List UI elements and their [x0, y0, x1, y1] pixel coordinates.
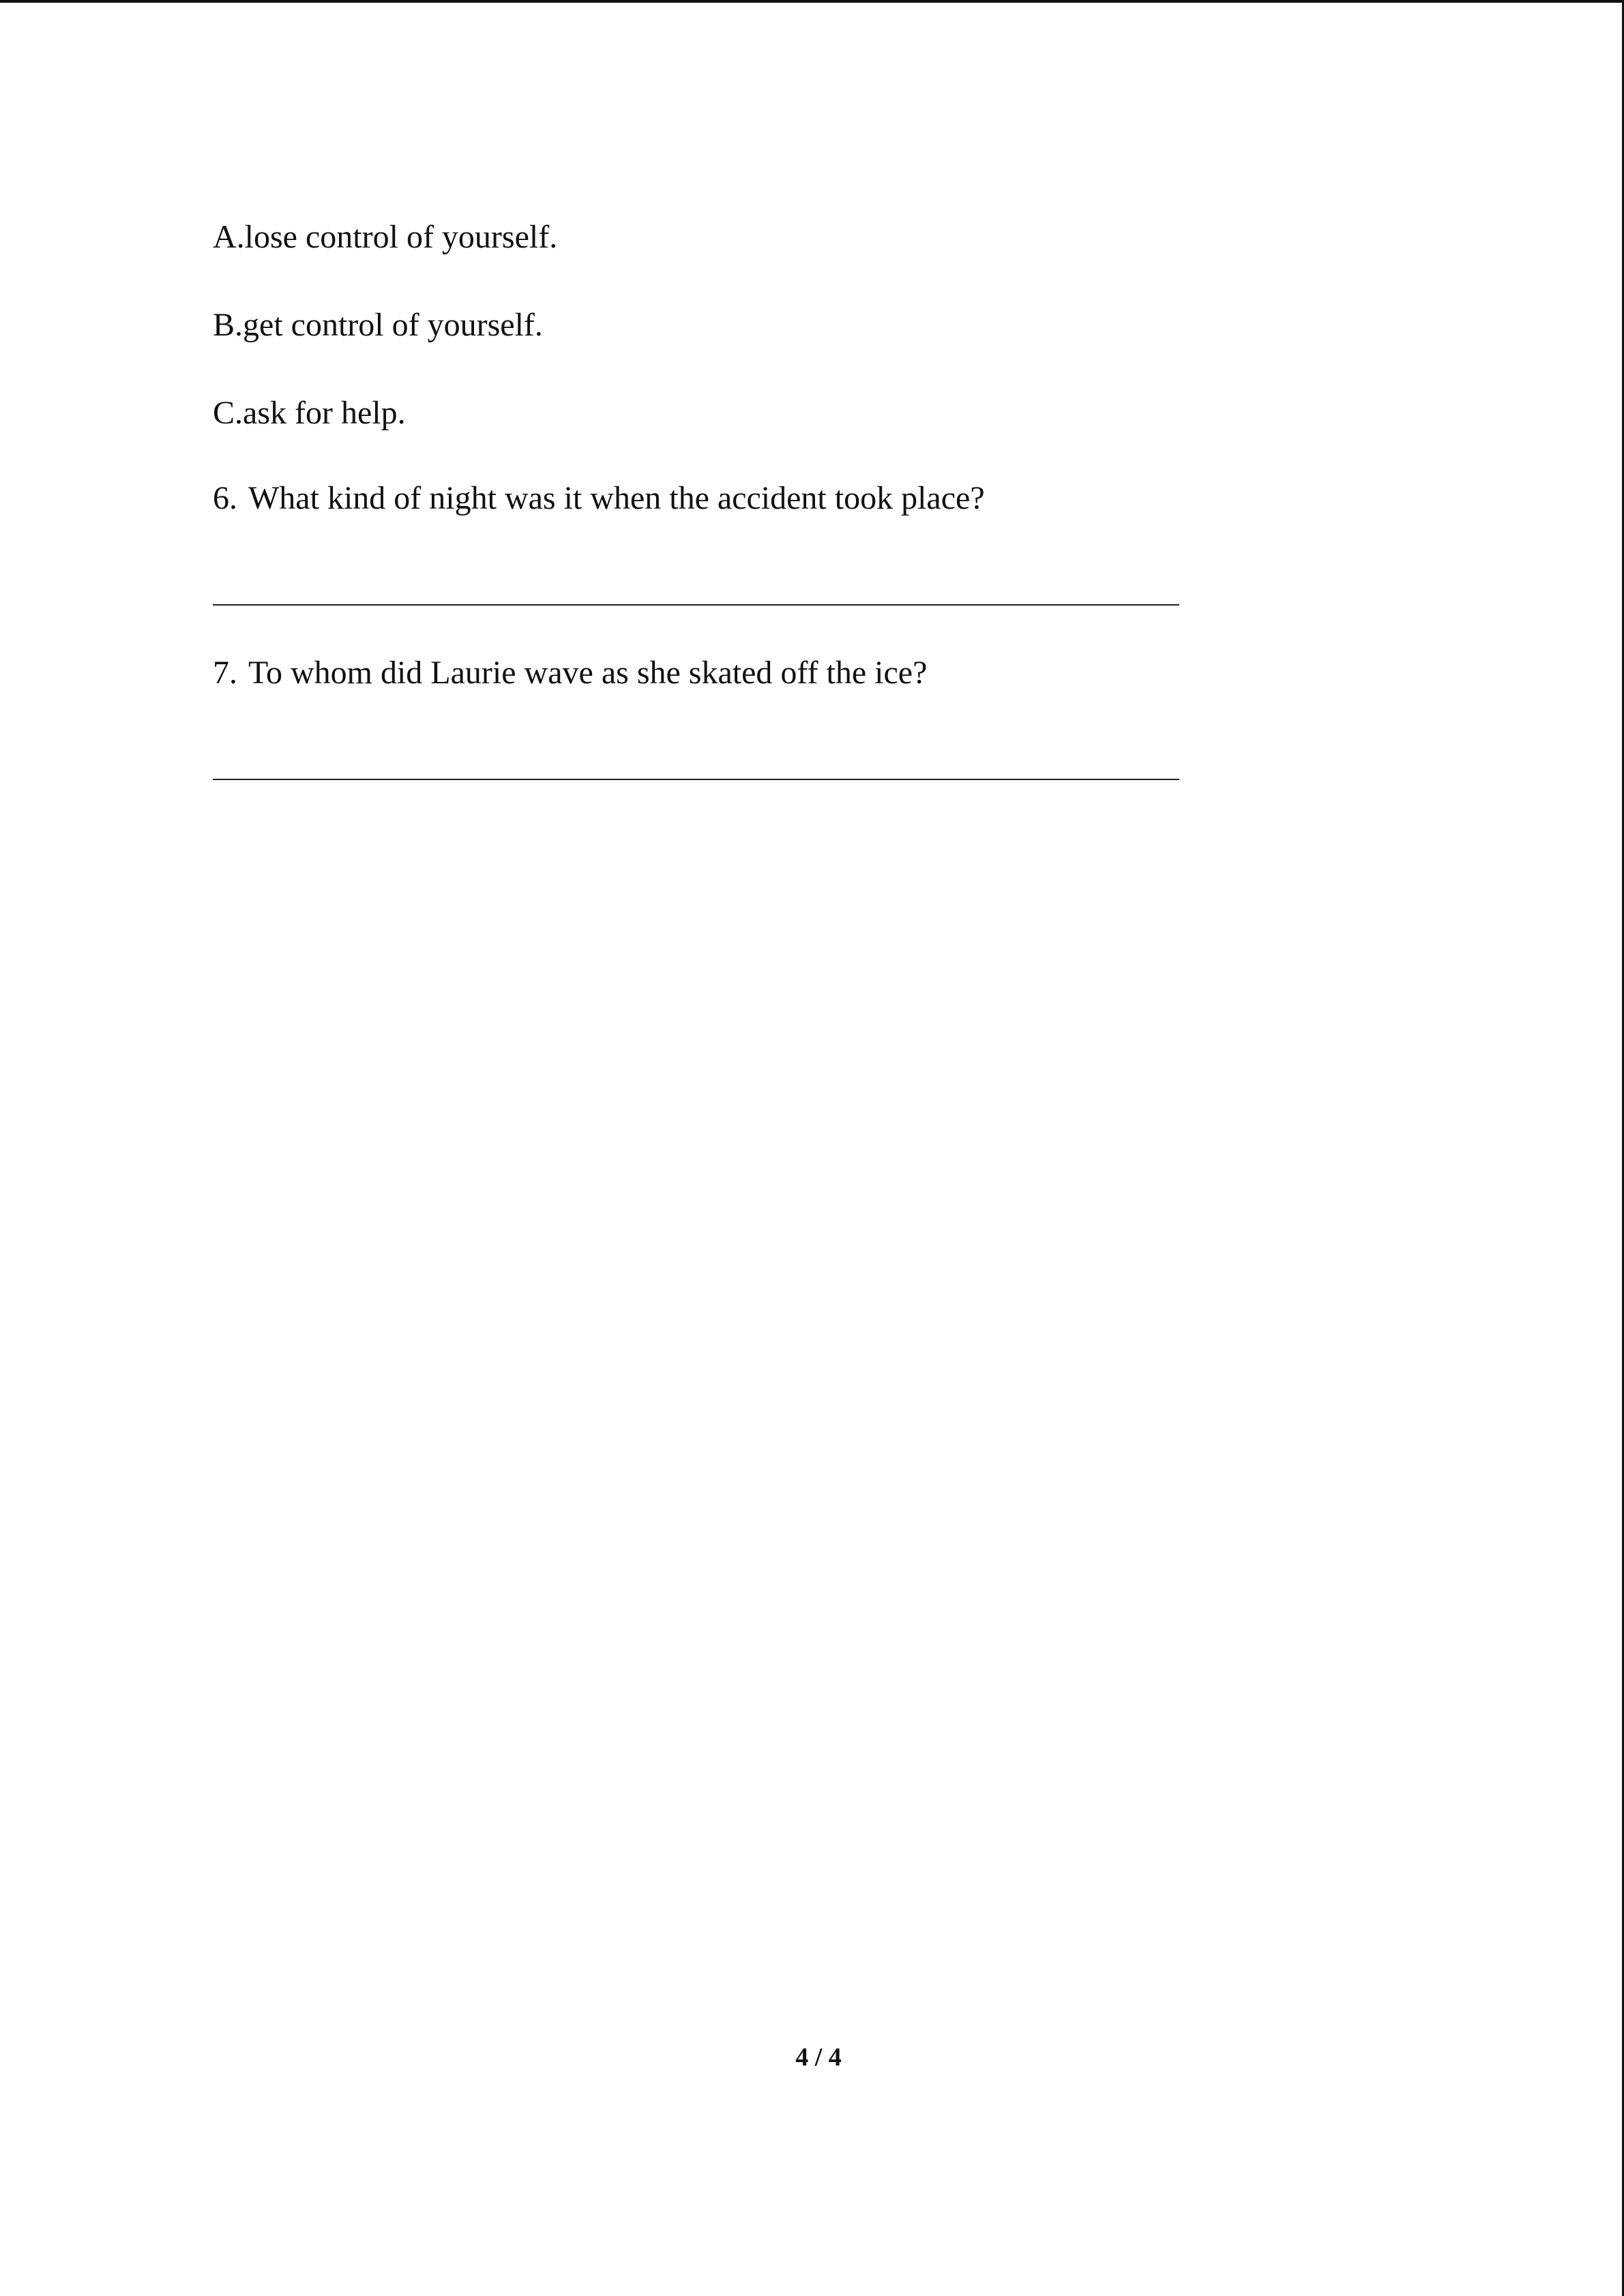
question-7-text: To whom did Laurie wave as she skated off the ice?: [248, 655, 928, 691]
option-c: C.ask for help.: [213, 395, 406, 431]
question-6: [213, 478, 985, 519]
page-top-border: [0, 0, 1624, 3]
question-6-number: 6: [213, 480, 229, 516]
question-7: [213, 653, 927, 694]
page-number: 4 / 4: [795, 2043, 842, 2072]
answer-line-7[interactable]: [213, 779, 1179, 780]
answer-line-6[interactable]: [213, 604, 1179, 606]
question-7-separator: .: [229, 655, 237, 691]
question-7-number: 7: [213, 655, 229, 691]
option-a: A.lose control of yourself.: [213, 219, 558, 255]
question-6-separator: .: [229, 480, 237, 516]
question-6-text: What kind of night was it when the accident took place?: [248, 480, 985, 516]
option-b: B.get control of yourself.: [213, 307, 543, 343]
